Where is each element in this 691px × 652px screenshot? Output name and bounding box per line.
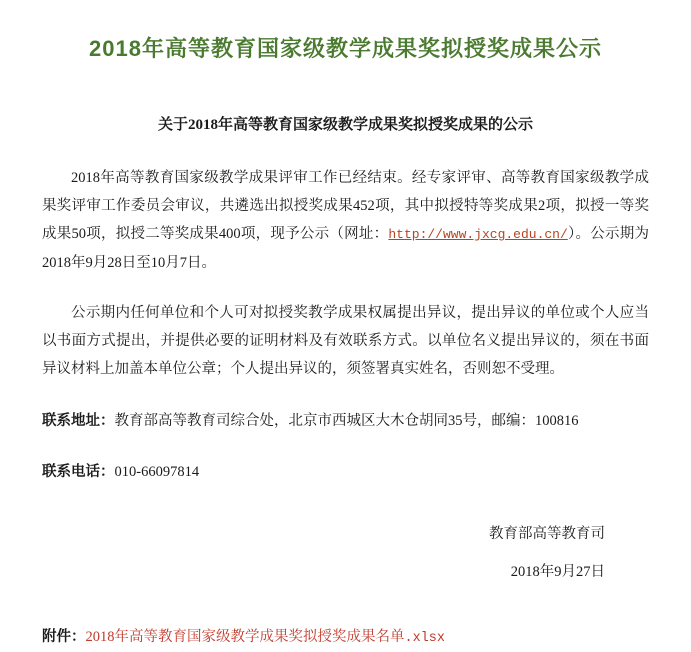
attachment-file-link[interactable]: 2018年高等教育国家级教学成果奖拟授奖成果名单	[85, 628, 405, 645]
paragraph-overview-text-before-link: 2018年高等教育国家级教学成果评审工作已经结束。经专家评审、高等教育国家级教学成果奖评审工作委员会审议，共遴选出拟授奖成果452项，其中拟授特等奖成果2项，拟授一等奖成果50项，拟授二等奖成果400项，现予公示（网址：	[42, 169, 649, 243]
document-subtitle: 关于2018年高等教育国家级教学成果奖拟授奖成果的公示	[157, 116, 533, 133]
signature-date: 2018年9月27日	[510, 564, 605, 581]
contact-address-row	[42, 408, 649, 436]
document-body	[42, 164, 649, 652]
contact-address-value: 教育部高等教育司综合处，北京市西城区大木仓胡同35号，邮编：100816	[114, 412, 579, 429]
page-title: 2018年高等教育国家级教学成果奖拟授奖成果公示	[89, 36, 602, 61]
signature-organization: 教育部高等教育司	[489, 525, 605, 542]
attachment-file-extension[interactable]: .xlsx	[404, 630, 446, 646]
paragraph-objection-procedure: 公示期内任何单位和个人可对拟授奖教学成果权属提出异议，提出异议的单位或个人应当以书面方式提出，并提供必要的证明材料及有效联系方式。以单位名义提出异议的，须在书面异议材料上加盖本单位公章；个人提出异议的，须签署真实姓名，否则恕不受理。	[42, 304, 649, 378]
attachment-row	[42, 623, 649, 652]
paragraph-overview-text-after-link: ）。公示期为2018年9月28日至10月7日。	[42, 226, 650, 271]
contact-phone-row	[42, 459, 649, 487]
contact-phone-label: 联系电话：	[42, 464, 115, 481]
attachment-label: 附件：	[42, 628, 86, 645]
contact-address-label: 联系地址：	[42, 412, 115, 429]
paragraph-overview	[42, 164, 649, 277]
公示网址-link[interactable]: http://www.jxcg.edu.cn/	[388, 227, 568, 243]
contact-phone-value: 010-66097814	[114, 464, 200, 481]
